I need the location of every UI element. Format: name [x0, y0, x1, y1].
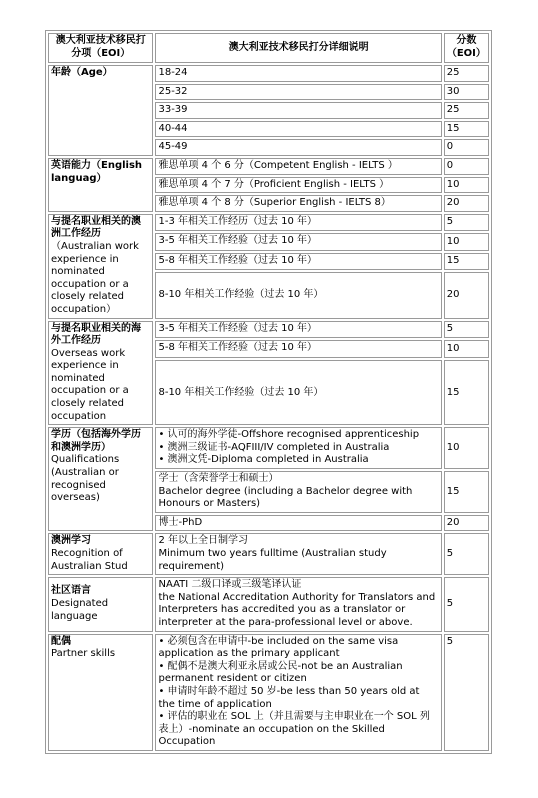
detail-cell: 3-5 年相关工作经验（过去 10 年） — [155, 321, 441, 339]
category-australian-study: 澳洲学习 Recognition of Australian Stud — [48, 533, 153, 575]
score-cell: 5 — [444, 533, 489, 575]
detail-cell: 8-10 年相关工作经验（过去 10 年） — [155, 272, 441, 318]
detail-cell: 33-39 — [155, 102, 441, 119]
score-cell: 5 — [444, 634, 489, 751]
detail-cell — [155, 427, 441, 469]
score-cell: 30 — [444, 84, 489, 101]
detail-cell — [155, 634, 441, 751]
score-cell: 15 — [444, 360, 489, 425]
detail-cn: NAATI 二级口译或三级笔译认证 — [158, 579, 302, 591]
category-en-label: Overseas work experience in nominated occupation or a closely related occupation — [51, 347, 129, 422]
detail-cell: 8-10 年相关工作经验（过去 10 年） — [155, 360, 441, 425]
score-cell: 0 — [444, 158, 489, 175]
category-education: 学历（包括海外学历和澳洲学历） Qualifications (Australian or recognised overseas) — [48, 427, 153, 531]
detail-cell — [155, 577, 441, 631]
bullet-line: • 认可的海外学徒-Offshore recognised apprenticeship — [158, 429, 420, 441]
detail-cn: 2 年以上全日制学习 — [158, 535, 249, 547]
score-cell: 10 — [444, 177, 489, 194]
detail-cell: 40-44 — [155, 121, 441, 138]
detail-cell: 5-8 年相关工作经验（过去 10 年） — [155, 340, 441, 358]
detail-en: Minimum two years fulltime (Australian study requirement) — [158, 548, 387, 572]
table-row — [48, 158, 489, 175]
score-cell: 5 — [444, 577, 489, 631]
points-table — [45, 30, 492, 754]
score-cell: 10 — [444, 427, 489, 469]
score-cell: 25 — [444, 102, 489, 119]
score-cell: 20 — [444, 515, 489, 532]
bullet-line: • 申请时年龄不超过 50 岁-be less than 50 years old at the time of application — [158, 685, 420, 710]
detail-cell — [155, 533, 441, 575]
detail-cell: 3-5 年相关工作经验（过去 10 年） — [155, 233, 441, 250]
table-row — [48, 533, 489, 575]
table-row — [48, 214, 489, 231]
category-en-label: Partner skills — [51, 648, 116, 660]
score-cell: 5 — [444, 214, 489, 231]
category-en-label: Qualifications (Australian or recognised overseas) — [51, 454, 120, 504]
detail-cell — [155, 471, 441, 513]
table-row — [48, 427, 489, 469]
score-cell: 15 — [444, 253, 489, 270]
score-cell: 15 — [444, 471, 489, 513]
detail-cell: 1-3 年相关工作经历（过去 10 年） — [155, 214, 441, 231]
detail-cell: 25-32 — [155, 84, 441, 101]
score-cell: 10 — [444, 340, 489, 358]
bullet-line: • 评估的职业在 SOL 上（并且需要与主申职业在一个 SOL 列表上）-nominate an occupation on the Skilled Occupation — [158, 711, 430, 748]
detail-cell: 博士-PhD — [155, 515, 441, 532]
table-row — [48, 321, 489, 339]
table-row — [48, 65, 489, 82]
bullet-line: • 澳洲文凭-Diploma completed in Australia — [158, 454, 369, 466]
detail-cell: 18-24 — [155, 65, 441, 82]
detail-en: Bachelor degree (including a Bachelor degree with Honours or Masters) — [158, 485, 413, 510]
header-detail: 澳大利亚技术移民打分详细说明 — [155, 33, 441, 63]
category-overseas-work: 与提名职业相关的海外工作经历 Overseas work experience in nominated occupation or a closely related occupation — [48, 321, 153, 426]
category-australian-work: 与提名职业相关的澳洲工作经历 （Australian work experience in nominated occupation or a closely related occupation） — [48, 214, 153, 319]
header-item: 澳大利亚技术移民打分项（EOI） — [48, 33, 153, 63]
category-partner: 配偶 Partner skills — [48, 634, 153, 751]
category-english: 英语能力（English languag） — [48, 158, 153, 212]
table-header-row — [48, 33, 489, 63]
bullet-line: • 必须包含在申请中-be included on the same visa application as the primary applicant — [158, 635, 399, 660]
points-document — [45, 30, 492, 754]
table-row — [48, 577, 489, 631]
category-community-language: 社区语言 Designated language — [48, 577, 153, 631]
detail-en: the National Accreditation Authority for Translators and Interpreters has accredited you as a translator or interpreter at the para-professional level or above. — [158, 591, 436, 628]
score-cell: 10 — [444, 233, 489, 250]
score-cell: 20 — [444, 195, 489, 212]
detail-cell: 雅思单项 4 个 6 分（Competent English - IELTS ） — [155, 158, 441, 175]
bullet-line: • 配偶不是澳大利亚永居或公民-not be an Australian permanent resident or citizen — [158, 660, 403, 685]
detail-cn: 学士（含荣誉学士和硕士） — [158, 473, 279, 485]
category-en-label: （Australian work experience in nominated occupation or a closely related occupation） — [51, 240, 139, 315]
detail-cell: 雅思单项 4 个 7 分（Proficient English - IELTS ） — [155, 177, 441, 194]
score-cell: 25 — [444, 65, 489, 82]
category-en-label: Designated language — [51, 598, 109, 622]
detail-cell: 45-49 — [155, 139, 441, 156]
score-cell: 15 — [444, 121, 489, 138]
category-en-label: Recognition of Australian Stud — [51, 548, 128, 572]
bullet-line: • 澳洲三级证书-AQFIII/IV completed in Australia — [158, 441, 390, 453]
detail-cell: 雅思单项 4 个 8 分（Superior English - IELTS 8） — [155, 195, 441, 212]
score-cell: 5 — [444, 321, 489, 339]
table-row — [48, 634, 489, 751]
header-score: 分数（EOI） — [444, 33, 489, 63]
category-age: 年龄（Age） — [48, 65, 153, 156]
score-cell: 0 — [444, 139, 489, 156]
detail-cell: 5-8 年相关工作经验（过去 10 年） — [155, 253, 441, 270]
score-cell: 20 — [444, 272, 489, 318]
